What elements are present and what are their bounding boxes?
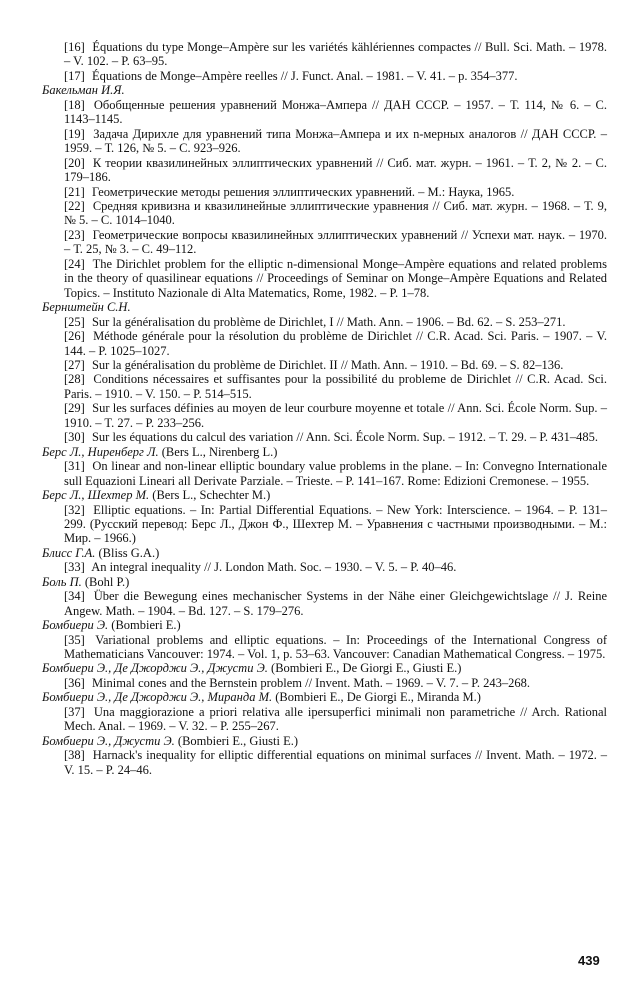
entry-number: [34] <box>64 589 85 604</box>
author-latin-name: (Bers L., Schechter M.) <box>152 488 271 503</box>
author-latin-name: (Bers L., Nirenberg L.) <box>161 444 278 459</box>
entry-number: [38] <box>64 748 85 763</box>
author-heading <box>42 300 607 314</box>
entry-text: Una maggiorazione a priori relativa alle ipersuperfici minimali non parametriche // Arch. Rational Mech. Anal. – 1969. – V. 32. – P. 255–267. <box>64 704 608 734</box>
entry-number: [23] <box>64 227 85 242</box>
entry-number: [27] <box>64 357 85 372</box>
author-heading <box>42 488 607 502</box>
bib-entry <box>42 329 607 358</box>
entry-number: [24] <box>64 256 85 271</box>
entry-text: Sur les surfaces définies au moyen de leur courbure moyenne et totale // Ann. Sci. École Norm. Sup. – 1910. – T. 27. – P. 233–256. <box>64 401 608 430</box>
entry-text: Méthode générale pour la résolution du problème de Dirichlet // C.R. Acad. Sci. Paris. – 1907. – V. 144. – P. 1025–1027. <box>64 329 607 358</box>
author-name: Блисс Г.А. <box>42 545 96 560</box>
bib-entry <box>42 633 607 662</box>
entry-number: [20] <box>64 155 85 170</box>
bib-entry <box>42 358 607 372</box>
entry-text: К теории квазилинейных эллиптических уравнений // Сиб. мат. журн. – 1961. – Т. 2, № 2. – С. 179–186. <box>64 155 607 185</box>
author-name: Берс Л., Шехтер М. <box>42 488 150 503</box>
entry-text: Variational problems and elliptic equations. – In: Proceedings of the International Congress of Mathematicians Vancouver: 1974. – Vol. 1, p. 53–63. Vancouver: Canadian Mathematical Congress. – 1975. <box>64 632 607 662</box>
bib-entry <box>42 560 607 574</box>
author-heading <box>42 661 607 675</box>
entry-number: [36] <box>64 675 85 690</box>
entry-number: [16] <box>64 40 85 54</box>
author-heading <box>42 734 607 748</box>
entry-number: [21] <box>64 184 85 199</box>
entry-text: Геометрические вопросы квазилинейных эллиптических уравнений // Успехи мат. наук. – 1970. – Т. 25, № 3. – С. 49–112. <box>64 227 607 257</box>
bib-entry <box>42 156 607 185</box>
entry-number: [19] <box>64 126 85 141</box>
entry-text: Sur la généralisation du problème de Dirichlet, I // Math. Ann. – 1906. – Bd. 62. – S. 253–271. <box>91 314 566 329</box>
entry-text: Conditions nécessaires et suffisantes pour la possibilité du probleme de Dirichlet // C.R. Acad. Sci. Paris. – 1910. – V. 150. – P. 514–515. <box>64 372 608 401</box>
author-heading <box>42 83 607 97</box>
author-latin-name: (Bombieri E., De Giorgi E., Giusti E.) <box>271 661 462 676</box>
entry-number: [17] <box>64 68 85 83</box>
entry-number: [25] <box>64 314 85 329</box>
author-name: Боль П. <box>42 574 82 589</box>
entry-number: [30] <box>64 430 85 445</box>
author-latin-name: (Bliss G.A.) <box>98 545 160 560</box>
bib-entry <box>42 228 607 257</box>
entry-number: [18] <box>64 97 85 112</box>
author-latin-name: (Bohl P.) <box>84 574 130 589</box>
entry-text: Équations de Monge–Ampère reelles // J. Funct. Anal. – 1981. – V. 41. – p. 354–377. <box>91 68 518 83</box>
author-heading <box>42 618 607 632</box>
entry-text: Обобщенные решения уравнений Монжа–Ампера // ДАН СССР. – 1957. – Т. 114, № 6. – С. 1143–1145. <box>64 97 607 127</box>
entry-number: [37] <box>64 704 85 719</box>
entry-text: An integral inequality // J. London Math. Soc. – 1930. – V. 5. – P. 40–46. <box>91 560 457 575</box>
bib-entry <box>42 40 607 69</box>
author-heading <box>42 690 607 704</box>
entry-text: Équations du type Monge–Ampère sur les variétés kählériennes compactes // Bull. Sci. Math. – 1978. – V. 102. – P. 63–95. <box>64 40 608 69</box>
entry-number: [33] <box>64 560 85 575</box>
entry-number: [22] <box>64 198 85 213</box>
bib-entry <box>42 676 607 690</box>
bib-entry <box>42 503 607 546</box>
author-latin-name: (Bombieri E.) <box>111 618 181 633</box>
author-heading <box>42 575 607 589</box>
bib-entry <box>42 430 607 444</box>
entry-text: On linear and non-linear elliptic boundary value problems in the plane. – In: Convegno Internationale sull Equazioni Lineari all Derivate Parziale. – Trieste. – P. 141–167. Rome: Edizioni Cremonese. – 1955. <box>64 459 607 488</box>
bib-entry <box>42 372 607 401</box>
author-name: Берс Л., Ниренберг Л. <box>42 444 159 459</box>
entry-number: [32] <box>64 502 85 517</box>
author-latin-name: (Bombieri E., De Giorgi E., Miranda M.) <box>275 690 481 705</box>
bib-entry <box>42 199 607 228</box>
author-name: Бомбиери Э., Джусти Э. <box>42 733 175 748</box>
entry-text: Sur la généralisation du problème de Dirichlet. II // Math. Ann. – 1910. – Bd. 69. – S. 82–136. <box>91 357 564 372</box>
entry-number: [29] <box>64 401 85 416</box>
entry-text: Задача Дирихле для уравнений типа Монжа–Ампера и их n-мерных аналогов // ДАН СССР. – 1959. – Т. 126, № 5. – С. 923–926. <box>64 126 607 156</box>
author-latin-name: (Bombieri E., Giusti E.) <box>177 733 299 748</box>
bib-entry <box>42 705 607 734</box>
bib-entry <box>42 589 607 618</box>
author-name: Бомбиери Э., Де Джорджи Э., Джусти Э. <box>42 661 268 676</box>
bib-entry <box>42 315 607 329</box>
entry-text: Sur les équations du calcul des variation // Ann. Sci. École Norm. Sup. – 1912. – T. 29. – P. 431–485. <box>91 430 599 445</box>
bib-entry <box>42 401 607 430</box>
bibliography-list <box>42 40 607 777</box>
entry-text: Harnack's inequality for elliptic differential equations on minimal surfaces // Invent. Math. – 1972. – V. 15. – P. 24–46. <box>64 748 607 777</box>
entry-text: Геометрические методы решения эллиптических уравнений. – М.: Наука, 1965. <box>91 184 515 199</box>
entry-text: Средняя кривизна и квазилинейные эллиптические уравнения // Сиб. мат. журн. – 1968. – Т. 9, № 5. – С. 1014–1040. <box>64 198 608 228</box>
bib-entry <box>42 257 607 300</box>
entry-number: [26] <box>64 329 85 344</box>
entry-text: Elliptic equations. – In: Partial Differential Equations. – New York: Interscience. – 1964. – P. 131–299. (Русский перевод: Берс Л., Джон Ф., Шехтер М. – Уравнения с частными производными. – М.: Мир. – 1966.) <box>64 502 608 546</box>
author-heading <box>42 445 607 459</box>
bib-entry <box>42 127 607 156</box>
author-name: Бомбиери Э. <box>42 618 109 633</box>
bib-entry <box>42 459 607 488</box>
entry-text: Über die Bewegung eines mechanischer Systems in der Nähe einer Gleichgewichtslage // J. Reine Angew. Math. – 1904. – Bd. 127. – S. 179–276. <box>64 589 607 618</box>
entry-text: Minimal cones and the Bernstein problem // Invent. Math. – 1969. – V. 7. – P. 243–268. <box>91 675 530 690</box>
author-heading <box>42 546 607 560</box>
entry-number: [31] <box>64 459 85 474</box>
author-name: Бакельман И.Я. <box>42 83 125 98</box>
entry-text: The Dirichlet problem for the elliptic n-dimensional Monge–Ampère equations and related problems in the theory of quasilinear equations // Proceedings of Seminar on Monge–Ampère Equations and Related Topics. – Instituto Nazionale di Alta Matematics, Rome, 1982. – P. 1–78. <box>64 256 607 300</box>
bib-entry <box>42 98 607 127</box>
bib-entry <box>42 69 607 83</box>
entry-number: [28] <box>64 372 85 387</box>
entry-number: [35] <box>64 632 85 647</box>
page-number: 439 <box>578 953 600 968</box>
author-name: Бернштейн С.Н. <box>42 300 131 315</box>
author-name: Бомбиери Э., Де Джорджи Э., Миранда М. <box>42 690 273 705</box>
bib-entry <box>42 185 607 199</box>
bib-entry <box>42 748 607 777</box>
